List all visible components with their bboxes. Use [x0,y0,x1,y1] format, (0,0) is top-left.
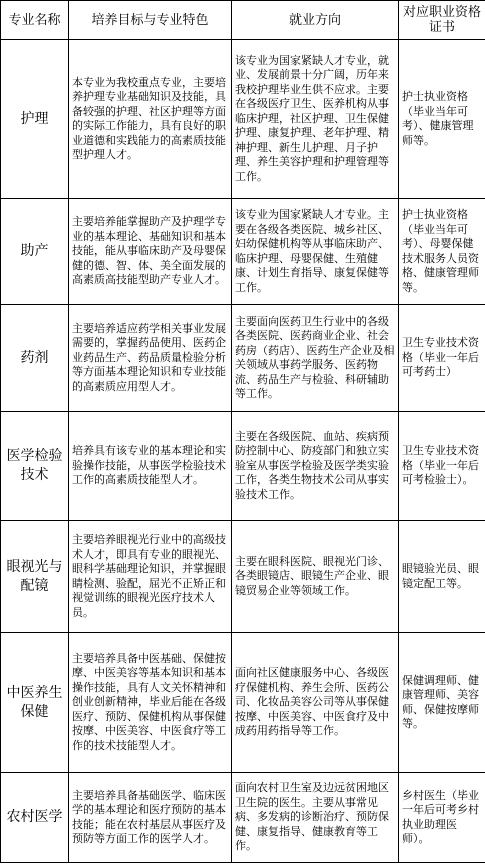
header-employment: 就业方向 [232,1,399,40]
certificate: 护士执业资格（毕业当年可考）、健康管理师等。 [399,40,485,199]
header-row [1,1,485,40]
certificate: 卫生专业技术资格（毕业一年后可考药士） [399,305,485,412]
training-goal: 本专业为我校重点专业，主要培养护理专业基础知识及技能，具备较强的护理、社区护理等方面的实际工作能力，具有良好的职业道德和实践能力的高素质技能型护理人才。 [69,40,232,199]
table-row [1,633,485,773]
training-goal: 培养具有该专业的基本理论和实验操作技能，从事医学检验技术工作的高素质技能型人才。 [69,412,232,521]
table-row [1,305,485,412]
certificate: 乡村医生（毕业一年后可考乡村执业助理医师）。 [399,773,485,863]
employment-direction: 该专业为国家紧缺人才专业。主要在各级各类医院、城乡社区、妇幼保健机构等从事临床助产、临床护理、母婴保健、生殖健康、计划生育指导、康复保健等工作。 [232,199,399,305]
training-goal: 主要培养适应药学相关事业发展需要的，掌握药品使用、医药企业药品生产、药品质量检验分析等方面基本理论知识和专业技能的高素质应用型人才。 [69,305,232,412]
employment-direction: 该专业为国家紧缺人才专业，就业、发展前景十分广阔，历年来我校护理毕业生供不应求。主要在各级医疗卫生、医养机构从事临床护理，社区护理、卫生保健护理、康复护理、老年护理、精神护理、新生儿护理、月子护理、养生美容护理和护理管理等工作。 [232,40,399,199]
major-name: 药剂 [1,305,69,412]
certificate: 卫生专业技术资格（毕业一年后可考检验士）。 [399,412,485,521]
table-row [1,521,485,633]
employment-direction: 面向社区健康服务中心、各级医疗保健机构、养生会所、医药公司、化妆品美容公司等从事保健按摩、中医美容、中医食疗及中成药用药指导等工作。 [232,633,399,773]
training-goal: 主要培养能掌握助产及护理学专业的基本理论、基础知识和基本技能，能从事临床助产及母婴保健的德、智、体、美全面发展的高素质高技能型助产专业人才。 [69,199,232,305]
employment-direction: 主要在各级医院、血站、疾病预防控制中心、防疫部门和独立实验室从事医学检验及医学类实验工作，各类生物技术公司从事实验技术工作。 [232,412,399,521]
major-name: 中医养生保健 [1,633,69,773]
certificate: 眼镜验光员、眼镜定配工等。 [399,521,485,633]
certificate: 保健调理师、健康管理师、美容师、保健按摩师等。 [399,633,485,773]
table-row [1,412,485,521]
training-goal: 主要培养眼视光行业中的高级技术人才，即具有专业的眼视光、眼科学基础理论知识，并掌握眼睛检测、验配，屈光不正矫正和视觉训练的眼视光医疗技术人员。 [69,521,232,633]
major-name: 眼视光与配镜 [1,521,69,633]
major-name: 医学检验技术 [1,412,69,521]
table-row [1,773,485,863]
table-row [1,40,485,199]
training-goal: 主要培养具备中医基础、保健按摩、中医美容等基本知识和基本操作技能，具有人文关怀精神和创业创新精神，毕业后能在各级医疗、预防、保健机构从事保健按摩、中医美容、中医食疗等工作的技术技能型人才。 [69,633,232,773]
table-row [1,199,485,305]
employment-direction: 面向农村卫生室及边远贫困地区卫生院的医生。主要从事常见病、多发病的诊断治疗、预防保健、康复指导、健康教育等工作。 [232,773,399,863]
header-major-name: 专业名称 [1,1,69,40]
certificate: 护士执业资格（毕业当年可考）、母婴保健技术服务人员资格、健康管理师等。 [399,199,485,305]
training-goal: 主要培养具备基础医学、临床医学的基本理论和医疗预防的基本技能；能在农村基层从事医疗及预防等方面工作的医学人才。 [69,773,232,863]
header-certificate: 对应职业资格证书 [399,1,485,40]
employment-direction: 主要在眼科医院、眼视光门诊、各类眼镜店、眼镜生产企业、眼镜贸易企业等领域工作。 [232,521,399,633]
header-goal: 培养目标与专业特色 [69,1,232,40]
major-name: 农村医学 [1,773,69,863]
major-name: 护理 [1,40,69,199]
major-name: 助产 [1,199,69,305]
employment-direction: 主要面向医药卫生行业中的各级各类医院、医药商业企业、社会药房（药店）、医药生产企业及相关领域从事药学服务、医药物流、药品生产与检验、科研辅助等工作。 [232,305,399,412]
